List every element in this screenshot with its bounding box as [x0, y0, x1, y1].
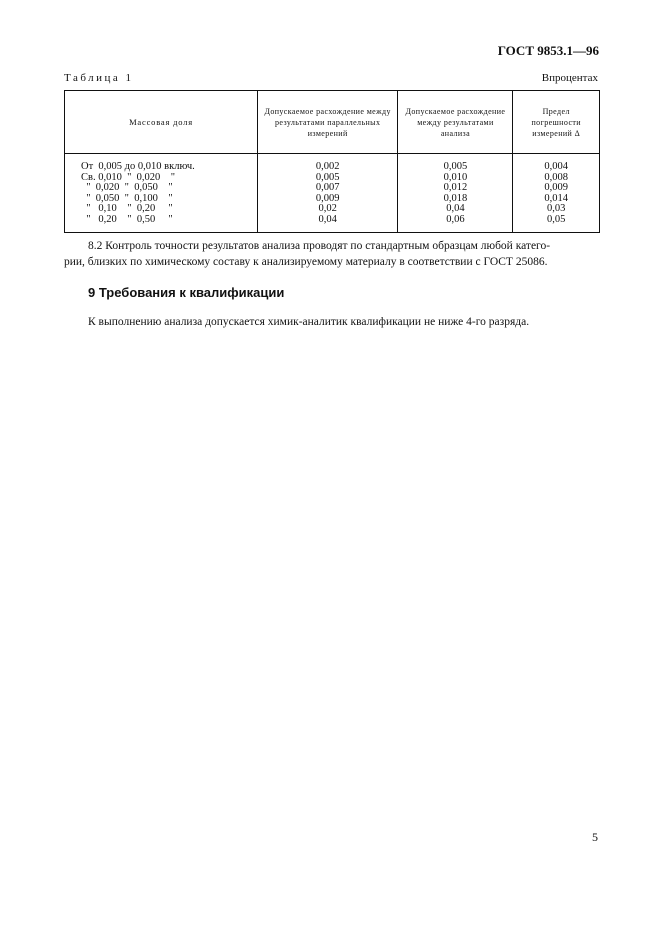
table-cell: " 0,020 " 0,050 "	[81, 182, 173, 194]
paragraph-line: 8.2 Контроль точности результатов анализа проводят по стандартным образцам любой катего-	[88, 240, 551, 252]
table-cell: 0,04	[446, 203, 465, 215]
paragraph-line: К выполнению анализа допускается химик-аналитик квалификации не ниже 4-го разряда.	[88, 316, 530, 328]
table-cell: 0,03	[547, 203, 566, 215]
standard-header: ГОСТ 9853.1—96	[497, 43, 599, 58]
table-cell: 0,02	[318, 203, 337, 215]
table-header-row	[65, 91, 600, 154]
column-header-mass-fraction: Массовая доля	[65, 91, 258, 154]
table-cell: 0,009	[315, 192, 340, 204]
table-cell: 0,014	[544, 192, 569, 204]
data-table	[64, 90, 600, 233]
table-cell: От 0,005 до 0,010 включ.	[81, 161, 195, 172]
table-cell: 0,05	[547, 213, 566, 225]
error-limit-cell	[513, 154, 600, 233]
column-header-parallel-discrepancy: Допускаемое расхождение между результатами параллельных измерений	[258, 91, 398, 154]
table-cell: 0,005	[315, 171, 340, 183]
table-cell: 0,004	[544, 161, 569, 172]
table-cell: 0,018	[443, 192, 468, 204]
table-cell: 0,007	[315, 182, 340, 194]
table-cell: 0,06	[446, 213, 465, 225]
table-cell: 0,005	[443, 161, 468, 172]
table-cell: 0,002	[315, 161, 340, 172]
analysis-discrepancy-cell	[398, 154, 513, 233]
table-cell: 0,012	[443, 182, 468, 194]
section-title: 9 Требования к квалификации	[88, 285, 285, 300]
page-number: 5	[592, 830, 598, 844]
paragraph-section-9	[64, 314, 600, 330]
table-caption: Таблица 1	[64, 72, 134, 84]
table-cell: Св. 0,010 " 0,020 "	[81, 171, 176, 183]
mass-fraction-cell	[65, 154, 258, 233]
paragraph-8-2	[64, 238, 600, 270]
table-cell: " 0,10 " 0,20 "	[81, 203, 173, 215]
table-cell: " 0,050 " 0,100 "	[81, 192, 173, 204]
table-units: Впроцентах	[541, 72, 598, 84]
table-body-row	[65, 154, 600, 233]
table-cell: " 0,20 " 0,50 "	[81, 213, 173, 225]
column-header-analysis-discrepancy: Допускаемое расхождение между результатами анализа	[398, 91, 513, 154]
table-cell: 0,04	[318, 213, 337, 225]
table-cell: 0,009	[544, 182, 569, 194]
column-header-error-limit: Предел погрешности измерений Δ	[513, 91, 600, 154]
table-cell: 0,010	[443, 171, 468, 183]
parallel-discrepancy-cell	[258, 154, 398, 233]
table-cell: 0,008	[544, 171, 569, 183]
paragraph-line: рии, близких по химическому составу к анализируемому материалу в соответствии с ГОСТ 25086.	[64, 256, 548, 268]
